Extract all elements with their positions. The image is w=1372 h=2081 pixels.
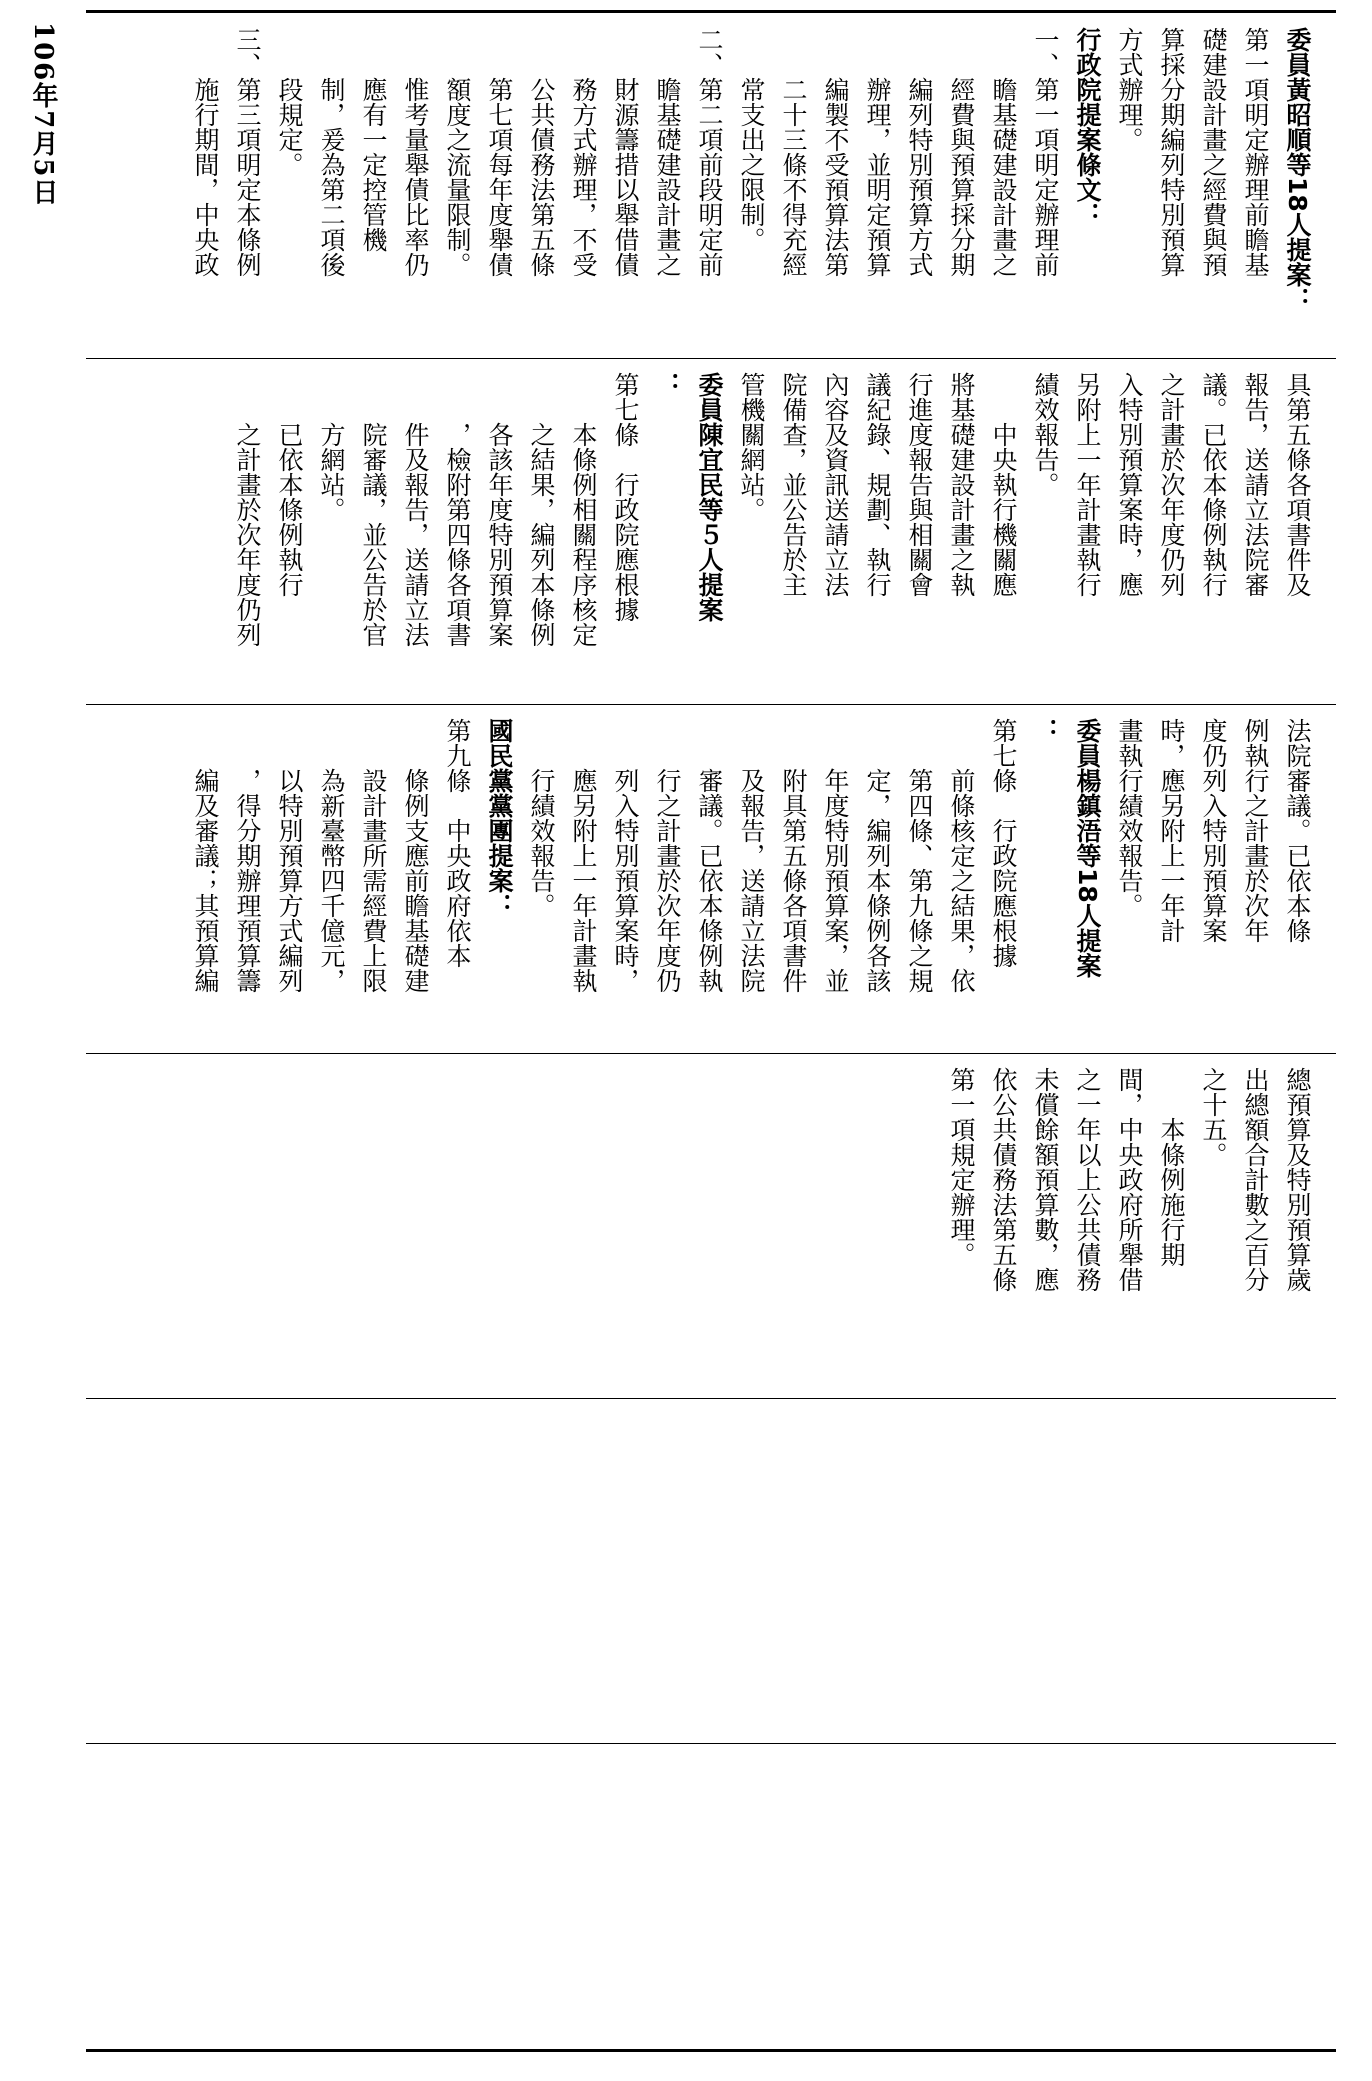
text-line: 第一項規定辦理。 bbox=[947, 1067, 976, 1267]
text-line: 另附上一年計畫執行 bbox=[1073, 372, 1102, 597]
table-cell bbox=[86, 358, 1336, 704]
section-heading: 委員楊鎮浯等18人提案 bbox=[1073, 718, 1102, 978]
text-line: ，檢附第四條各項書 bbox=[443, 422, 472, 647]
text-line: 施行期間，中央政 bbox=[191, 77, 220, 277]
text-line: 總預算及特別預算歲 bbox=[1283, 1067, 1312, 1292]
text-line: 段規定。 bbox=[275, 77, 304, 177]
section-heading: ： bbox=[653, 372, 682, 397]
table-cell bbox=[86, 1398, 1336, 1743]
text-line: 各該年度特別預算案 bbox=[485, 422, 514, 647]
text-line: 之結果，編列本條例 bbox=[527, 422, 556, 647]
text-line: 畫執行績效報告。 bbox=[1115, 718, 1144, 918]
text-line: 行績效報告。 bbox=[527, 768, 556, 918]
text-line: 瞻基礎建設計畫之 bbox=[653, 77, 682, 277]
text-line: 一、第一項明定辦理前 bbox=[1031, 27, 1060, 277]
text-line: 依公共債務法第五條 bbox=[989, 1067, 1018, 1292]
text-line: 財源籌措以舉借債 bbox=[611, 77, 640, 277]
table-cell bbox=[86, 704, 1336, 1053]
text-line: 議。已依本條例執行 bbox=[1199, 372, 1228, 597]
text-line: 設計畫所需經費上限 bbox=[359, 768, 388, 993]
text-line: 瞻基礎建設計畫之 bbox=[989, 77, 1018, 277]
text-line: 之計畫於次年度仍列 bbox=[233, 422, 262, 647]
text-line: 制，爰為第二項後 bbox=[317, 77, 346, 277]
text-line: 方式辦理。 bbox=[1115, 27, 1144, 152]
text-line: 未償餘額預算數，應 bbox=[1031, 1067, 1060, 1292]
text-line: 經費與預算採分期 bbox=[947, 77, 976, 277]
section-heading: 行政院提案條文： bbox=[1073, 27, 1102, 227]
text-line: 及報告，送請立法院 bbox=[737, 768, 766, 993]
text-line: 出總額合計數之百分 bbox=[1241, 1067, 1270, 1292]
table-cell bbox=[86, 1743, 1336, 2046]
text-line: 將基礎建設計畫之執 bbox=[947, 372, 976, 597]
table-row bbox=[86, 1398, 1336, 1744]
table-row bbox=[86, 704, 1336, 1054]
text-line: 二、第二項前段明定前 bbox=[695, 27, 724, 277]
text-line: 算採分期編列特別預算 bbox=[1157, 27, 1186, 277]
text-line: 行之計畫於次年度仍 bbox=[653, 768, 682, 993]
text-line: 之計畫於次年度仍列 bbox=[1157, 372, 1186, 597]
text-line: 編製不受預算法第 bbox=[821, 77, 850, 277]
text-line: 方網站。 bbox=[317, 422, 346, 522]
text-line: 入特別預算案時，應 bbox=[1115, 372, 1144, 597]
text-line: 三、第三項明定本條例 bbox=[233, 27, 262, 277]
text-line: 為新臺幣四千億元， bbox=[317, 768, 346, 993]
text-line: 礎建設計畫之經費與預 bbox=[1199, 27, 1228, 277]
table-row bbox=[86, 1053, 1336, 1399]
text-line: 報告，送請立法院審 bbox=[1241, 372, 1270, 597]
text-line: 應另附上一年計畫執 bbox=[569, 768, 598, 993]
text-line: 中央執行機關應 bbox=[989, 422, 1018, 597]
text-line: 管機關網站。 bbox=[737, 372, 766, 522]
text-line: 常支出之限制。 bbox=[737, 77, 766, 252]
text-line: 具第五條各項書件及 bbox=[1283, 372, 1312, 597]
section-heading: 國民黨黨團提案： bbox=[485, 718, 514, 918]
text-line: 編及審議；其預算編 bbox=[191, 768, 220, 993]
table-row bbox=[86, 13, 1336, 359]
text-line: 編列特別預算方式 bbox=[905, 77, 934, 277]
text-line: 第四條、第九條之規 bbox=[905, 768, 934, 993]
section-heading: 委員黃昭順等18人提案： bbox=[1283, 27, 1312, 312]
text-line: 績效報告。 bbox=[1031, 372, 1060, 497]
text-line: 例執行之計畫於次年 bbox=[1241, 718, 1270, 943]
text-line: 第一項明定辦理前瞻基 bbox=[1241, 27, 1270, 277]
section-heading: ： bbox=[1031, 718, 1060, 743]
text-line: 院備查，並公告於主 bbox=[779, 372, 808, 597]
text-line: 議紀錄、規劃、執行 bbox=[863, 372, 892, 597]
text-line: 以特別預算方式編列 bbox=[275, 768, 304, 993]
text-line: 已依本條例執行 bbox=[275, 422, 304, 597]
table-cell bbox=[86, 1053, 1336, 1398]
text-line: 本條例施行期 bbox=[1157, 1117, 1186, 1267]
text-line: 第九條 中央政府依本 bbox=[443, 718, 472, 968]
table-row bbox=[86, 358, 1336, 705]
text-line: 間，中央政府所舉借 bbox=[1115, 1067, 1144, 1292]
text-line: 內容及資訊送請立法 bbox=[821, 372, 850, 597]
table-row bbox=[86, 1743, 1336, 2046]
text-line: 附具第五條各項書件 bbox=[779, 768, 808, 993]
text-line: 院審議，並公告於官 bbox=[359, 422, 388, 647]
page-date-header: 106年7月5日 bbox=[28, 22, 58, 207]
text-line: 第七條 行政院應根據 bbox=[611, 372, 640, 622]
table-cell bbox=[86, 13, 1336, 358]
text-line: 第七項每年度舉債 bbox=[485, 77, 514, 277]
text-line: 辦理，並明定預算 bbox=[863, 77, 892, 277]
text-line: 行進度報告與相關會 bbox=[905, 372, 934, 597]
text-line: 之一年以上公共債務 bbox=[1073, 1067, 1102, 1292]
text-line: 定，編列本條例各該 bbox=[863, 768, 892, 993]
text-line: 本條例相關程序核定 bbox=[569, 422, 598, 647]
text-line: 應有一定控管機 bbox=[359, 77, 388, 252]
text-line: 惟考量舉債比率仍 bbox=[401, 77, 430, 277]
text-line: 之十五。 bbox=[1199, 1067, 1228, 1167]
text-line: 法院審議。已依本條 bbox=[1283, 718, 1312, 943]
text-line: 務方式辦理，不受 bbox=[569, 77, 598, 277]
text-line: 額度之流量限制。 bbox=[443, 77, 472, 277]
text-line: 審議。已依本條例執 bbox=[695, 768, 724, 993]
text-line: 前條核定之結果，依 bbox=[947, 768, 976, 993]
text-line: 第七條 行政院應根據 bbox=[989, 718, 1018, 968]
text-line: 公共債務法第五條 bbox=[527, 77, 556, 277]
comparison-table bbox=[86, 10, 1336, 2052]
text-line: 列入特別預算案時， bbox=[611, 768, 640, 993]
text-line: 年度特別預算案，並 bbox=[821, 768, 850, 993]
text-line: ，得分期辦理預算籌 bbox=[233, 768, 262, 993]
section-heading: 委員陳宜民等５人提案 bbox=[695, 372, 724, 622]
text-line: 時，應另附上一年計 bbox=[1157, 718, 1186, 943]
text-line: 件及報告，送請立法 bbox=[401, 422, 430, 647]
text-line: 度仍列入特別預算案 bbox=[1199, 718, 1228, 943]
text-line: 條例支應前瞻基礎建 bbox=[401, 768, 430, 993]
text-line: 二十三條不得充經 bbox=[779, 77, 808, 277]
